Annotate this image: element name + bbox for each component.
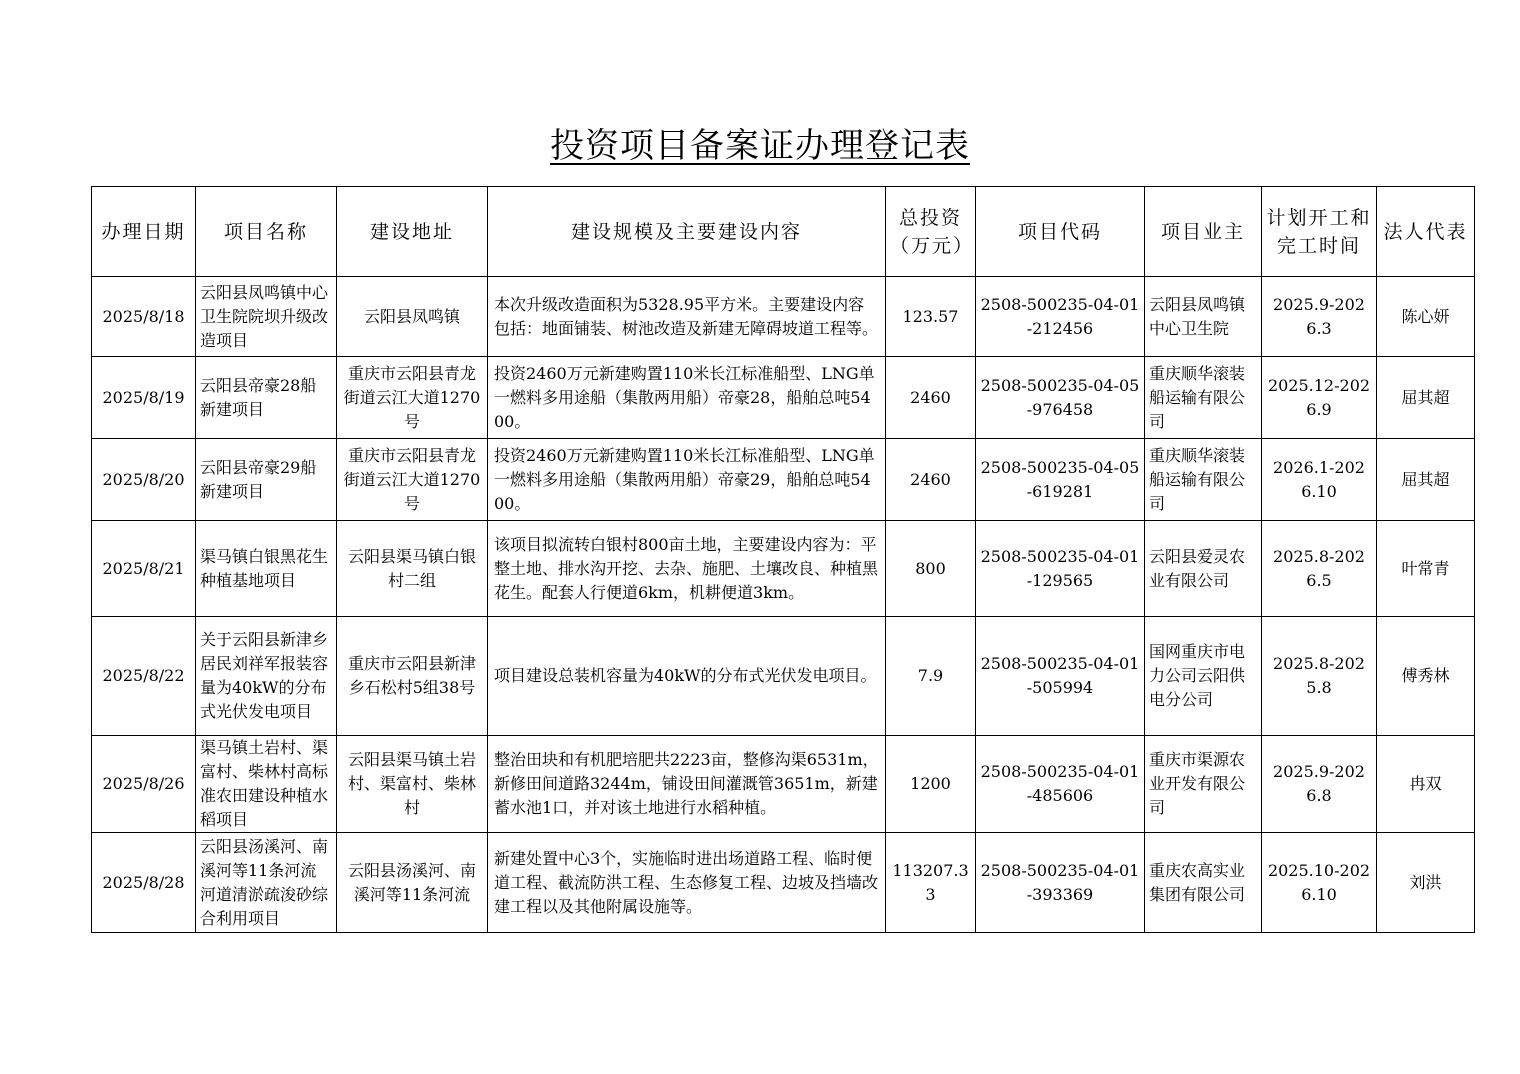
cell-owner: 云阳县凤鸣镇中心卫生院 bbox=[1145, 277, 1262, 357]
cell-investment: 2460 bbox=[886, 439, 976, 521]
header-date: 办理日期 bbox=[92, 187, 196, 277]
cell-address: 重庆市云阳县新津乡石松村5组38号 bbox=[337, 617, 488, 736]
header-address: 建设地址 bbox=[337, 187, 488, 277]
cell-schedule: 2025.9-2026.3 bbox=[1262, 277, 1377, 357]
cell-legal-rep: 陈心妍 bbox=[1377, 277, 1475, 357]
cell-scope: 投资2460万元新建购置110米长江标准船型、LNG单一燃料多用途船（集散两用船）帝豪28，船舶总吨5400。 bbox=[488, 357, 886, 439]
table-row bbox=[92, 521, 1475, 617]
cell-scope: 项目建设总装机容量为40kW的分布式光伏发电项目。 bbox=[488, 617, 886, 736]
cell-scope: 整治田块和有机肥培肥共2223亩，整修沟渠6531m，新修田间道路3244m，铺设田间灌溉管3651m，新建蓄水池1口，并对该土地进行水稻种植。 bbox=[488, 736, 886, 833]
cell-scope: 新建处置中心3个，实施临时进出场道路工程、临时便道工程、截流防洪工程、生态修复工程、边坡及挡墙改建工程以及其他附属设施等。 bbox=[488, 833, 886, 933]
cell-investment: 800 bbox=[886, 521, 976, 617]
cell-date: 2025/8/21 bbox=[92, 521, 196, 617]
cell-name: 关于云阳县新津乡居民刘祥军报装容量为40kW的分布式光伏发电项目 bbox=[196, 617, 337, 736]
cell-name: 云阳县帝豪29船新建项目 bbox=[196, 439, 337, 521]
cell-owner: 国网重庆市电力公司云阳供电分公司 bbox=[1145, 617, 1262, 736]
table-row bbox=[92, 357, 1475, 439]
cell-name: 云阳县凤鸣镇中心卫生院院坝升级改造项目 bbox=[196, 277, 337, 357]
header-owner: 项目业主 bbox=[1145, 187, 1262, 277]
cell-date: 2025/8/19 bbox=[92, 357, 196, 439]
cell-owner: 重庆市渠源农业开发有限公司 bbox=[1145, 736, 1262, 833]
cell-address: 云阳县汤溪河、南溪河等11条河流 bbox=[337, 833, 488, 933]
cell-name: 云阳县汤溪河、南溪河等11条河流河道清淤疏浚砂综合利用项目 bbox=[196, 833, 337, 933]
cell-code: 2508-500235-04-01-393369 bbox=[976, 833, 1145, 933]
cell-date: 2025/8/20 bbox=[92, 439, 196, 521]
cell-address: 云阳县渠马镇白银村二组 bbox=[337, 521, 488, 617]
cell-code: 2508-500235-04-05-619281 bbox=[976, 439, 1145, 521]
cell-investment: 7.9 bbox=[886, 617, 976, 736]
cell-owner: 重庆顺华滚装船运输有限公司 bbox=[1145, 439, 1262, 521]
cell-code: 2508-500235-04-01-485606 bbox=[976, 736, 1145, 833]
cell-investment: 2460 bbox=[886, 357, 976, 439]
cell-address: 云阳县渠马镇土岩村、渠富村、柴林村 bbox=[337, 736, 488, 833]
cell-date: 2025/8/26 bbox=[92, 736, 196, 833]
header-code: 项目代码 bbox=[976, 187, 1145, 277]
document-title bbox=[0, 118, 1520, 167]
cell-scope: 投资2460万元新建购置110米长江标准船型、LNG单一燃料多用途船（集散两用船）帝豪29，船舶总吨5400。 bbox=[488, 439, 886, 521]
cell-scope: 本次升级改造面积为5328.95平方米。主要建设内容包括：地面铺装、树池改造及新建无障碍坡道工程等。 bbox=[488, 277, 886, 357]
cell-date: 2025/8/22 bbox=[92, 617, 196, 736]
cell-date: 2025/8/18 bbox=[92, 277, 196, 357]
cell-schedule: 2025.10-2026.10 bbox=[1262, 833, 1377, 933]
cell-schedule: 2026.1-2026.10 bbox=[1262, 439, 1377, 521]
header-legal-rep: 法人代表 bbox=[1377, 187, 1475, 277]
table-row bbox=[92, 833, 1475, 933]
cell-schedule: 2025.8-2025.8 bbox=[1262, 617, 1377, 736]
cell-legal-rep: 屈其超 bbox=[1377, 439, 1475, 521]
cell-legal-rep: 冉双 bbox=[1377, 736, 1475, 833]
cell-date: 2025/8/28 bbox=[92, 833, 196, 933]
cell-investment: 123.57 bbox=[886, 277, 976, 357]
cell-scope: 该项目拟流转白银村800亩土地，主要建设内容为：平整土地、排水沟开挖、去杂、施肥、土壤改良、种植黑花生。配套人行便道6km，机耕便道3km。 bbox=[488, 521, 886, 617]
table-header-row bbox=[92, 187, 1475, 277]
cell-schedule: 2025.8-2026.5 bbox=[1262, 521, 1377, 617]
header-name: 项目名称 bbox=[196, 187, 337, 277]
registration-table bbox=[91, 186, 1475, 933]
cell-legal-rep: 刘洪 bbox=[1377, 833, 1475, 933]
table-row bbox=[92, 439, 1475, 521]
table-row bbox=[92, 617, 1475, 736]
cell-code: 2508-500235-04-05-976458 bbox=[976, 357, 1145, 439]
cell-code: 2508-500235-04-01-505994 bbox=[976, 617, 1145, 736]
table-row bbox=[92, 736, 1475, 833]
cell-schedule: 2025.12-2026.9 bbox=[1262, 357, 1377, 439]
cell-owner: 重庆顺华滚装船运输有限公司 bbox=[1145, 357, 1262, 439]
cell-investment: 1200 bbox=[886, 736, 976, 833]
cell-code: 2508-500235-04-01-129565 bbox=[976, 521, 1145, 617]
table-row bbox=[92, 277, 1475, 357]
header-schedule: 计划开工和完工时间 bbox=[1262, 187, 1377, 277]
cell-owner: 云阳县爱灵农业有限公司 bbox=[1145, 521, 1262, 617]
cell-legal-rep: 叶常青 bbox=[1377, 521, 1475, 617]
cell-address: 重庆市云阳县青龙街道云江大道1270号 bbox=[337, 439, 488, 521]
cell-schedule: 2025.9-2026.8 bbox=[1262, 736, 1377, 833]
header-investment: 总投资（万元） bbox=[886, 187, 976, 277]
cell-investment: 113207.33 bbox=[886, 833, 976, 933]
cell-name: 渠马镇白银黑花生种植基地项目 bbox=[196, 521, 337, 617]
cell-address: 重庆市云阳县青龙街道云江大道1270号 bbox=[337, 357, 488, 439]
cell-legal-rep: 屈其超 bbox=[1377, 357, 1475, 439]
cell-name: 云阳县帝豪28船新建项目 bbox=[196, 357, 337, 439]
cell-address: 云阳县凤鸣镇 bbox=[337, 277, 488, 357]
cell-code: 2508-500235-04-01-212456 bbox=[976, 277, 1145, 357]
document-title-text: 投资项目备案证办理登记表 bbox=[550, 126, 970, 166]
cell-name: 渠马镇土岩村、渠富村、柴林村高标准农田建设种植水稻项目 bbox=[196, 736, 337, 833]
header-scope: 建设规模及主要建设内容 bbox=[488, 187, 886, 277]
cell-legal-rep: 傅秀林 bbox=[1377, 617, 1475, 736]
cell-owner: 重庆农高实业集团有限公司 bbox=[1145, 833, 1262, 933]
